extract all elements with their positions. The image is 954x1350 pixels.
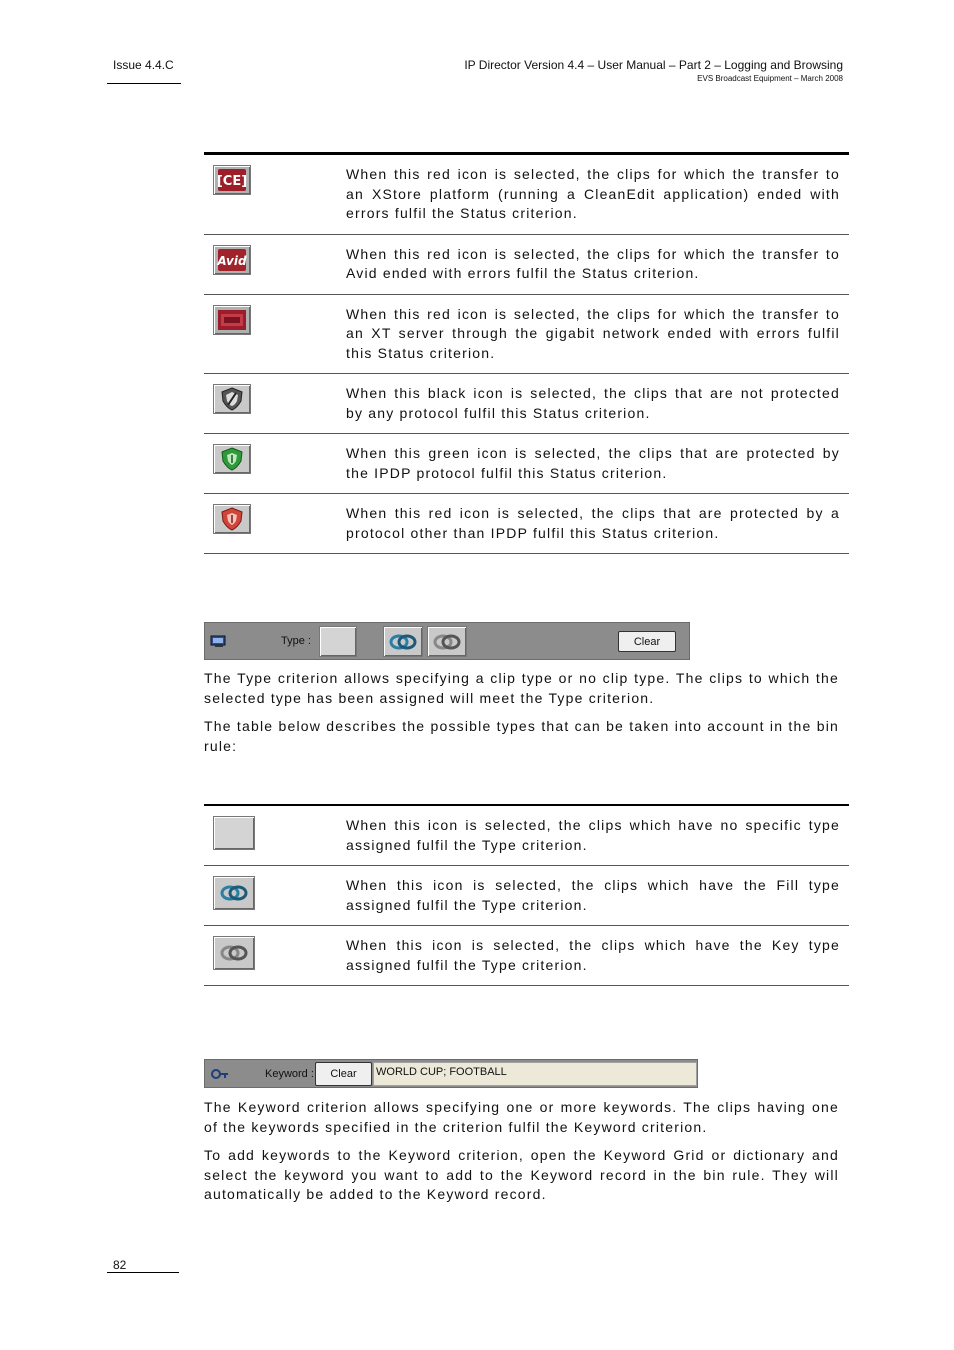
type-row-text: When this icon is selected, the clips which have no specific type assigned fulfil the Type criterion.	[346, 805, 849, 866]
no-type-icon[interactable]	[213, 816, 255, 850]
table-row	[204, 926, 849, 986]
ipdp-protected-shield-icon[interactable]	[213, 444, 251, 474]
table-row	[204, 494, 849, 554]
type-row-text: When this icon is selected, the clips which have the Key type assigned fulfil the Type criterion.	[346, 926, 849, 986]
document-subtitle: EVS Broadcast Equipment – March 2008	[697, 74, 843, 83]
cleanedit-error-icon[interactable]	[213, 165, 251, 195]
type-paragraph-2: The table below describes the possible types that can be taken into account in the bin rule:	[204, 718, 839, 754]
type-label: Type :	[281, 635, 311, 647]
svg-text:Avid: Avid	[217, 253, 247, 268]
other-protected-shield-icon[interactable]	[213, 504, 251, 534]
keyword-paragraph-1: The Keyword criterion allows specifying one or more keywords. The clips having one of the keywords specified in the criterion fulfil the Keyword criterion.	[204, 1099, 839, 1135]
table-row	[204, 866, 849, 926]
avid-error-icon[interactable]	[213, 245, 251, 275]
issue-label: Issue 4.4.C	[113, 58, 174, 72]
status-row-text: When this black icon is selected, the clips that are not protected by any protocol fulfil this Status criterion.	[346, 374, 849, 434]
type-criterion-icon	[210, 634, 228, 653]
table-row	[204, 154, 849, 235]
key-type-button[interactable]	[427, 626, 467, 657]
status-row-text: When this red icon is selected, the clips for which the transfer to Avid ended with errors fulfil the Status criterion.	[346, 234, 849, 294]
keyword-criterion-toolbar	[204, 1059, 698, 1088]
table-row	[204, 805, 849, 866]
status-criteria-table	[204, 152, 849, 554]
keyword-criterion-icon	[211, 1067, 229, 1086]
type-criteria-table	[204, 804, 849, 986]
type-row-text: When this icon is selected, the clips which have the Fill type assigned fulfil the Type criterion.	[346, 866, 849, 926]
status-row-text: When this red icon is selected, the clips that are protected by a protocol other than IPDP fulfil this Status criterion.	[346, 494, 849, 554]
table-row	[204, 234, 849, 294]
status-row-text: When this green icon is selected, the clips that are protected by the IPDP protocol fulfil this Status criterion.	[346, 434, 849, 494]
keyword-input[interactable]: WORLD CUP; FOOTBALL	[373, 1062, 697, 1086]
no-type-button[interactable]	[319, 626, 357, 657]
fill-type-icon[interactable]	[213, 876, 255, 910]
key-type-icon[interactable]	[213, 936, 255, 970]
fill-type-button[interactable]	[383, 626, 423, 657]
table-row	[204, 374, 849, 434]
page-number: 82	[113, 1258, 127, 1272]
header-rule	[107, 83, 181, 84]
document-title: IP Director Version 4.4 – User Manual – Part 2 – Logging and Browsing	[464, 58, 843, 72]
table-row	[204, 434, 849, 494]
keyword-paragraph-2: To add keywords to the Keyword criterion, open the Keyword Grid or dictionary and select the keyword you want to add to the Keyword record in the bin rule. They will automatically be added to the Keyword record.	[204, 1147, 839, 1202]
keyword-clear-button[interactable]: Clear	[315, 1062, 372, 1086]
type-clear-button[interactable]: Clear	[618, 631, 676, 652]
table-row	[204, 294, 849, 374]
keyword-label: Keyword :	[265, 1068, 314, 1080]
footer-rule	[107, 1272, 179, 1273]
status-row-text: When this red icon is selected, the clips for which the transfer to an XT server through the gigabit network ended with errors fulfil this Status criterion.	[346, 294, 849, 374]
status-row-text: When this red icon is selected, the clips for which the transfer to an XStore platform (running a CleanEdit application) ended with errors fulfil the Status criterion.	[346, 154, 849, 235]
type-criterion-toolbar	[204, 622, 690, 660]
type-paragraph-1: The Type criterion allows specifying a clip type or no clip type. The clips to which the selected type has been assigned will meet the Type criterion.	[204, 670, 839, 706]
svg-text:[CE]: [CE]	[217, 174, 247, 189]
xt-gigabit-error-icon[interactable]	[213, 305, 251, 335]
not-protected-shield-icon[interactable]	[213, 384, 251, 414]
